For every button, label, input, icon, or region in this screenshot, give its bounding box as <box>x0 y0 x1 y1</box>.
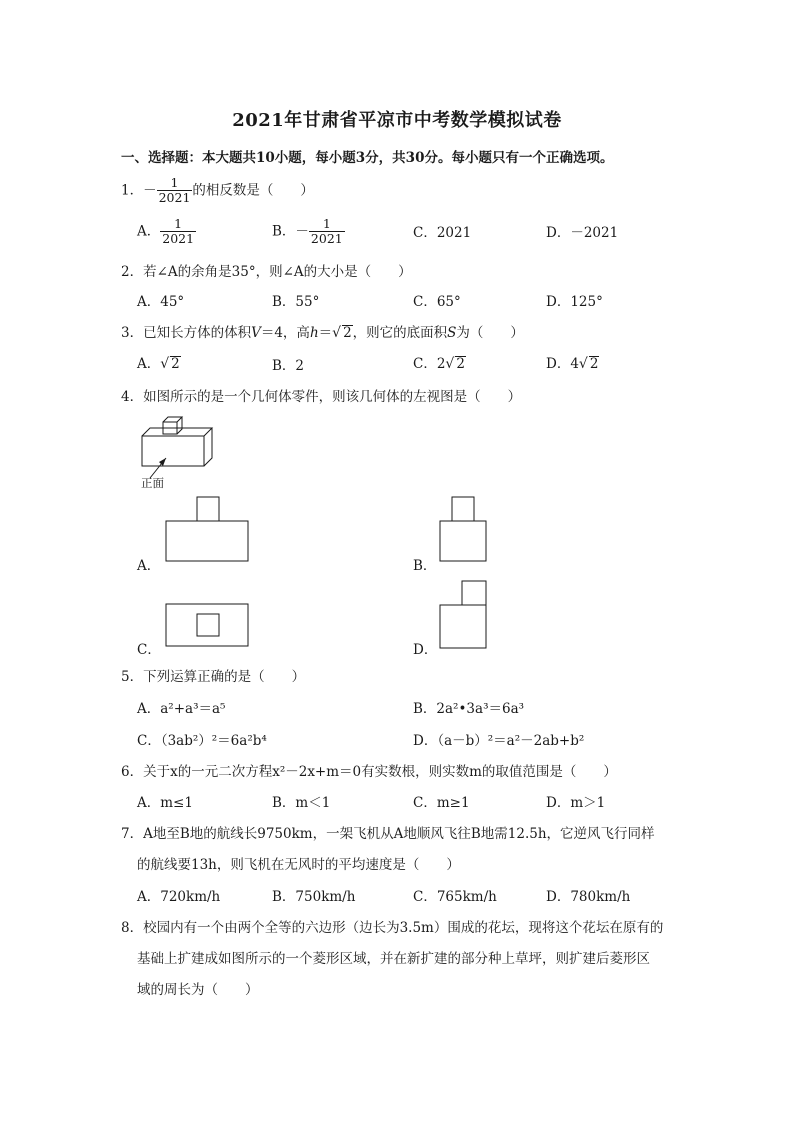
q3-c-label: C．2 <box>413 356 446 372</box>
q5-option-c[interactable]: C．（3ab²）²＝6a²b⁴ <box>137 733 267 749</box>
q3-option-d[interactable] <box>546 352 599 372</box>
q3-c-radical: √ <box>445 356 455 372</box>
q3-pre: 3．已知长方体的体积 <box>121 325 252 341</box>
q3-c-radicand: 2 <box>456 356 465 372</box>
q2-option-d[interactable]: D．125° <box>546 294 603 310</box>
q3-d-radical: √ <box>578 356 588 372</box>
q3-v: V <box>251 325 261 341</box>
q1-option-b[interactable] <box>272 217 345 247</box>
q1-b-fraction <box>309 217 345 247</box>
q1-a-num: 1 <box>160 217 196 232</box>
q5-option-d[interactable]: D．（a－b）²＝a²－2ab+b² <box>413 733 585 749</box>
q3-mid2: ＝ <box>318 325 333 341</box>
q3-mid3: ，则它的底面积 <box>352 325 448 341</box>
q1-option-a[interactable] <box>137 217 196 247</box>
q4-option-a-label[interactable]: A． <box>137 558 161 574</box>
q3-post: 为（ ） <box>456 325 524 341</box>
q3-d-radicand: 2 <box>589 356 599 372</box>
q1-frac-num: 1 <box>157 176 193 191</box>
q4-option-d-label[interactable]: D． <box>413 642 438 658</box>
question-8-line-2: 基础上扩建成如图所示的一个菱形区域，并在新扩建的部分种上草坪，则扩建后菱形区 <box>137 951 650 967</box>
q1-a-label: A． <box>137 223 161 240</box>
q1-frac-den: 2021 <box>158 190 191 206</box>
q1-fraction <box>157 176 193 206</box>
q3-a-label: A． <box>137 356 161 372</box>
q1-a-den: 2021 <box>162 231 195 247</box>
q4-option-c-label[interactable]: C． <box>137 642 161 658</box>
question-7-line-1: 7．A地至B地的航线长9750km，一架飞机从A地顺风飞往B地需12.5h，它逆风飞行同样 <box>121 826 655 842</box>
q1-number: 1． <box>121 182 144 199</box>
q2-option-c[interactable]: C．65° <box>413 294 461 310</box>
q1-neg: － <box>143 182 157 199</box>
section-heading: 一、选择题：本大题共10小题，每小题3分，共30分。每小题只有一个正确选项。 <box>121 150 614 166</box>
question-4: 4．如图所示的是一个几何体零件，则该几何体的左视图是（ ） <box>121 389 522 405</box>
question-3 <box>121 321 524 341</box>
q4-option-a-figure[interactable] <box>164 496 252 564</box>
q3-d-label: D．4 <box>546 356 579 372</box>
question-1 <box>121 176 314 206</box>
q7-option-a[interactable]: A．720km/h <box>137 889 221 905</box>
q1-a-fraction <box>160 217 196 247</box>
q5-option-b[interactable]: B．2a²•3a³＝6a³ <box>413 701 525 717</box>
q2-option-a[interactable]: A．45° <box>137 294 185 310</box>
q4-option-c-figure[interactable] <box>164 602 252 648</box>
q3-a-radical: √ <box>160 356 170 372</box>
question-8-line-1: 8．校园内有一个由两个全等的六边形（边长为3.5m）围成的花坛，现将这个花坛在原有的 <box>121 920 664 936</box>
page-title: 2021年甘肃省平凉市中考数学模拟试卷 <box>232 110 562 131</box>
question-8-line-3: 域的周长为（ ） <box>137 982 259 998</box>
q5-option-a[interactable]: A．a²+a³＝a⁵ <box>137 701 226 717</box>
question-6: 6．关于x的一元二次方程x²－2x+m＝0有实数根，则实数m的取值范围是（ ） <box>121 764 617 780</box>
q3-a-radicand: 2 <box>171 356 180 372</box>
q3-s: S <box>447 325 457 341</box>
q1-text: 的相反数是（ ） <box>192 182 314 199</box>
q1-b-label: B． <box>272 223 296 240</box>
q2-option-b[interactable]: B．55° <box>272 294 320 310</box>
q1-b-neg: － <box>295 223 309 240</box>
q3-radical-sign: √ <box>332 325 342 341</box>
q3-option-a[interactable] <box>137 352 181 372</box>
q3-radicand: 2 <box>343 325 352 341</box>
q4-option-b-figure[interactable] <box>438 496 488 564</box>
q7-option-c[interactable]: C．765km/h <box>413 889 497 905</box>
q6-option-b[interactable]: B．m＜1 <box>272 795 331 811</box>
q7-option-b[interactable]: B．750km/h <box>272 889 356 905</box>
question-2: 2．若∠A的余角是35°，则∠A的大小是（ ） <box>121 264 412 280</box>
q6-option-a[interactable]: A．m≤1 <box>137 795 193 811</box>
q6-option-d[interactable]: D．m＞1 <box>546 795 606 811</box>
question-5: 5．下列运算正确的是（ ） <box>121 669 306 685</box>
q3-mid1: ＝4，高 <box>260 325 310 341</box>
q3-option-b[interactable]: B．2 <box>272 358 305 374</box>
q1-option-d[interactable]: D．－2021 <box>546 225 619 241</box>
question-7-line-2: 的航线要13h，则飞机在无风时的平均速度是（ ） <box>137 857 460 873</box>
q7-option-d[interactable]: D．780km/h <box>546 889 631 905</box>
q1-b-num: 1 <box>309 217 345 232</box>
q1-b-den: 2021 <box>310 231 343 247</box>
q6-option-c[interactable]: C．m≥1 <box>413 795 470 811</box>
q1-option-c[interactable]: C．2021 <box>413 225 472 241</box>
front-label: 正面 <box>141 476 164 490</box>
q4-option-d-figure[interactable] <box>438 580 490 650</box>
q4-option-b-label[interactable]: B． <box>413 558 437 574</box>
q3-h: h <box>309 325 319 341</box>
q3-option-c[interactable] <box>413 352 466 372</box>
